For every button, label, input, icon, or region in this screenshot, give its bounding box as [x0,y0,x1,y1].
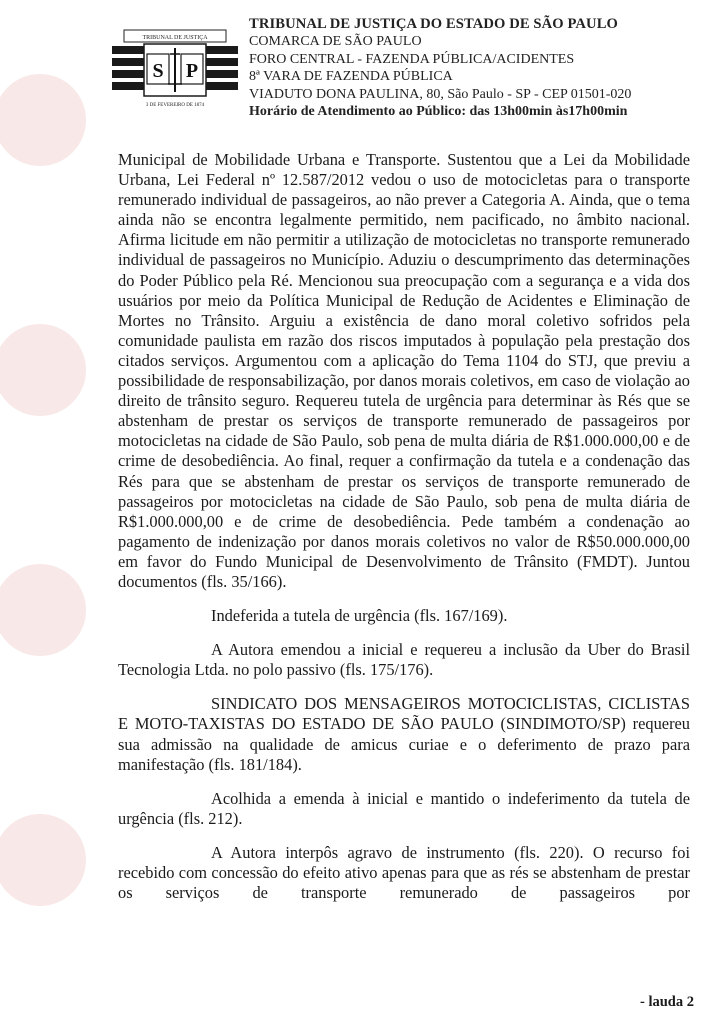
comarca-line: COMARCA DE SÃO PAULO [249,34,422,50]
paragraph-summary: Municipal de Mobilidade Urbana e Transporte. Sustentou que a Lei da Mobilidade Urbana, Lei Federal nº 12.587/2012 vedou o uso de motocicletas para o transporte remunerado individual de passageiros, ao não prever a Categoria A. Ainda, que o tema ainda não se encontra legalmente permitido, nem pacificado, no âmbito nacional. Afirma licitude em não permitir a utilização de motocicletas no transporte remunerado individual de passageiros no Município. Aduziu o descumprimento das determinações do Poder Público pela Ré. Mencionou sua preocupação com a segurança e a vida dos usuários por meio da Política Municipal de Redução de Acidentes e Eliminação de Mortes no Trânsito. Arguiu a existência de dano moral coletivo sofridos pela comunidade paulista em razão dos riscos imputados à população pela prestação dos citados serviços. Argumentou com a aplicação do Tema 1104 do STJ, que previu a possibilidade de responsabilização, por danos morais coletivos, em caso de violação ao direito de trânsito seguro. Requereu tutela de urgência para determinar às Rés que se abstenham de prestar os serviços de transporte remunerado de passageiros por motocicletas na cidade de São Paulo, sob pena de multa diária de R$1.000.000,00 e de crime de desobediência. Ao final, requer a confirmação da tutela e a condenação das Rés para que se abstenham de prestar os serviços de transporte remunerado de passageiros por motocicletas na cidade de São Paulo, sob pena de multa diária de R$1.000.000,00 e de crime de desobediência. Pede também a condenação ao pagamento de indenização por danos morais coletivos no valor de R$50.000.000,00 em favor do Fundo Municipal de Desenvolvimento de Trânsito (FMDT). Juntou documentos (fls. 35/166). [118,150,690,591]
paragraph-tutela-indeferida: Indeferida a tutela de urgência (fls. 167/169). [211,606,508,626]
address-line: VIADUTO DONA PAULINA, 80, São Paulo - SP - CEP 01501-020 [249,86,632,102]
seal-banner-text: TRIBUNAL DE JUSTIÇA [142,35,208,41]
court-info [249,16,719,120]
paragraph-emenda-inicial: A Autora emendou a inicial e requereu a inclusão da Uber do Brasil Tecnologia Ltda. no polo passivo (fls. 175/176). [118,640,690,680]
office-hours-line: Horário de Atendimento ao Público: das 13h00min às17h00min [249,104,628,120]
court-name: TRIBUNAL DE JUSTIÇA DO ESTADO DE SÃO PAULO [249,16,618,32]
page-number: - lauda 2 [640,994,694,1010]
foro-line: FORO CENTRAL - FAZENDA PÚBLICA/ACIDENTES [249,51,575,67]
court-seal-icon [112,14,238,110]
paragraph-emenda-acolhida: Acolhida a emenda à inicial e mantido o indeferimento da tutela de urgência (fls. 212). [118,788,690,828]
document-body [118,150,690,903]
seal-letter-p: P [185,60,199,82]
vara-line: 8ª VARA DE FAZENDA PÚBLICA [249,69,453,85]
seal-date-text: 3 DE FEVEREIRO DE 1874 [145,103,205,108]
paragraph-sindimoto: SINDICATO DOS MENSAGEIROS MOTOCICLISTAS, CICLISTAS E MOTO-TAXISTAS DO ESTADO DE SÃO PAULO (SINDIMOTO/SP) requereu sua admissão na qualidade de amicus curiae e o deferimento de prazo para manifestação (fls. 181/184). [118,694,690,774]
paragraph-agravo: A Autora interpôs agravo de instrumento (fls. 220). O recurso foi recebido com concessão do efeito ativo apenas para que as rés se abstenham de prestar os serviços de transporte remunerado de passageiros por [118,842,690,903]
document-header [0,0,724,130]
watermark-graphic [0,40,110,940]
seal-letter-s: S [152,60,164,82]
